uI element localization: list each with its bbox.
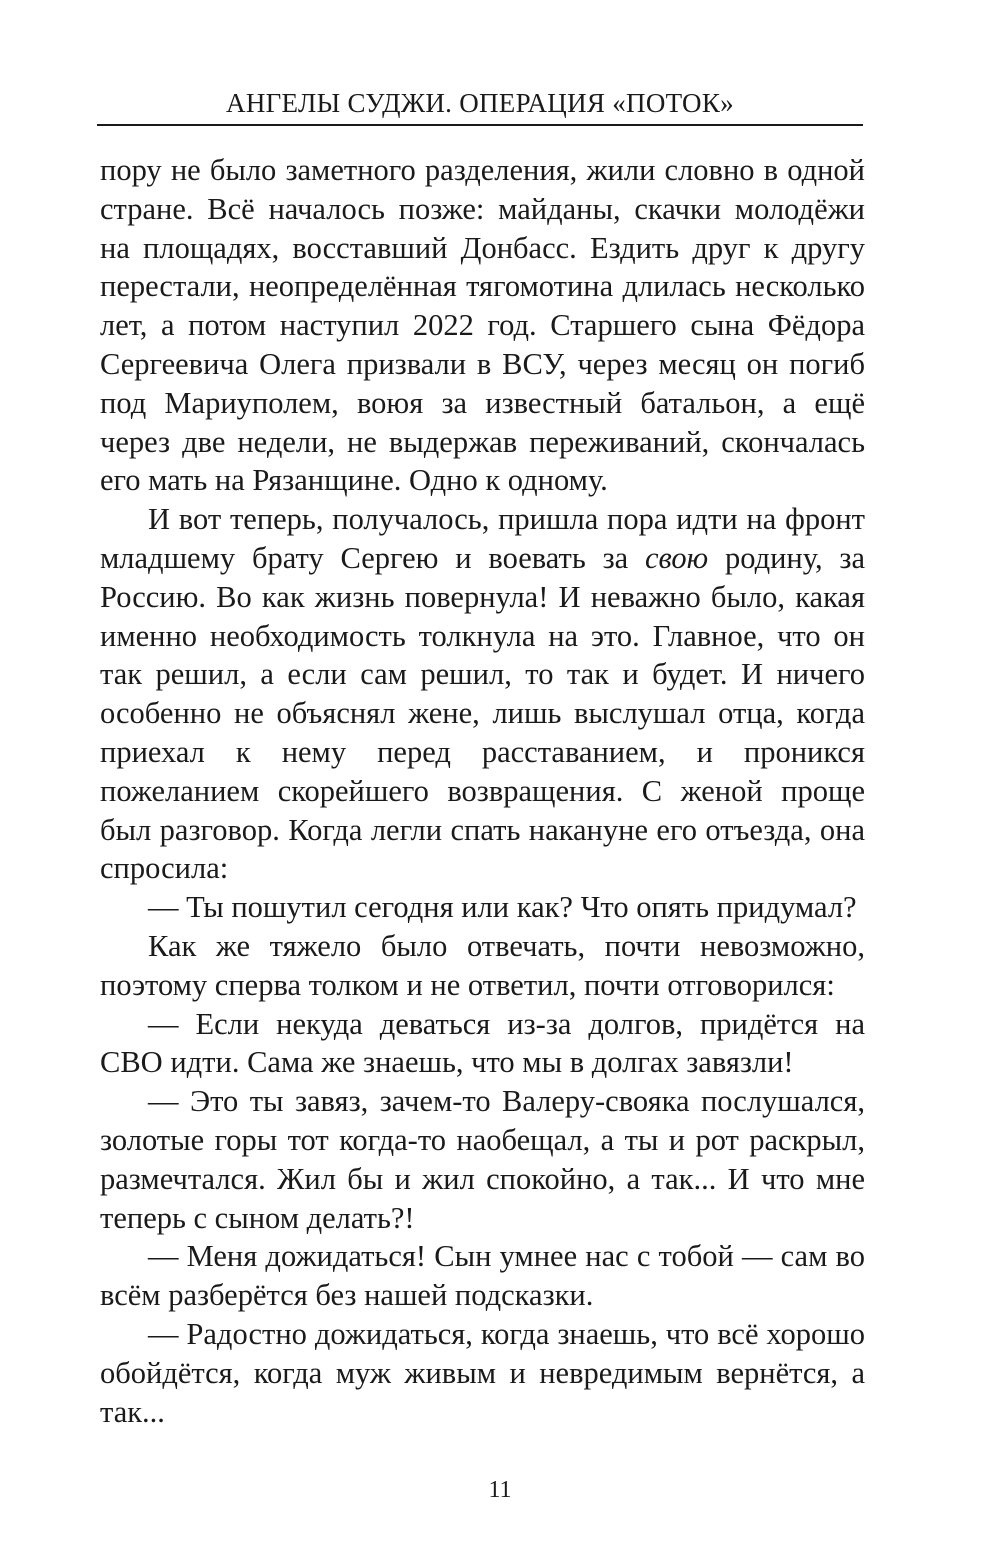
paragraph: — Ты пошутил сегодня или как? Что опять придумал? [148,890,857,925]
page-number: 11 [488,1477,512,1503]
paragraph: — Радостно дожидаться, когда знаешь, что всё хорошо обойдётся, когда муж живым и невредимым вернётся, а так... [100,1316,865,1429]
paragraph: Как же тяжело было отвечать, почти невозможно, поэтому сперва толком и не ответил, почти отговорился: [100,928,865,1002]
emphasized-word: свою [645,540,709,575]
paragraph: — Меня дожидаться! Сын умнее нас с тобой — сам во всём разберётся без нашей подсказки. [100,1239,865,1313]
paragraph: — Это ты завяз, зачем-то Валеру-свояка послушался, золотые горы тот когда-то наобещал, а ты и рот раскрыл, размечтался. Жил бы и жил спокойно, а так... И что мне теперь с сыном делать?! [100,1084,865,1235]
header-rule [97,124,863,126]
paragraph [100,500,865,888]
paragraph-text: И вот теперь, получалось, пришла пора идти на фронт младшему брату Сергею и воевать за [100,502,865,575]
paragraph: пору не было заметного разделения, жили словно в одной стране. Всё началось позже: майданы, скачки молодёжи на площадях, восставший Донбасс. Ездить друг к другу перестали, неопределённая тягомотина длилась несколько лет, а потом наступил 2022 год. Старшего сына Фёдора Сергеевича Олега призвали в ВСУ, через месяц он погиб под Мариуполем, воюя за известный батальон, а ещё через две недели, не выдержав переживаний, скончалась его мать на Рязанщине. Одно к одному. [100,153,865,498]
paragraph: — Если некуда деваться из-за долгов, придётся на СВО идти. Сама же знаешь, что мы в долгах завязли! [100,1006,865,1080]
paragraph-text: родину, за Россию. Во как жизнь повернула! И неважно было, какая именно необходимость толкнула на это. Главное, что он так решил, а если сам решил, то так и будет. И ничего особенно не объяснял жене, лишь выслушал отца, когда приехал к нему перед расставанием, и проникся пожеланием скорейшего возвращения. С женой проще был разговор. Когда легли спать накануне его отъезда, она спросила: [100,540,865,886]
running-header: АНГЕЛЫ СУДЖИ. ОПЕРАЦИЯ «ПОТОК» [226,88,734,118]
body-text [100,151,865,1431]
